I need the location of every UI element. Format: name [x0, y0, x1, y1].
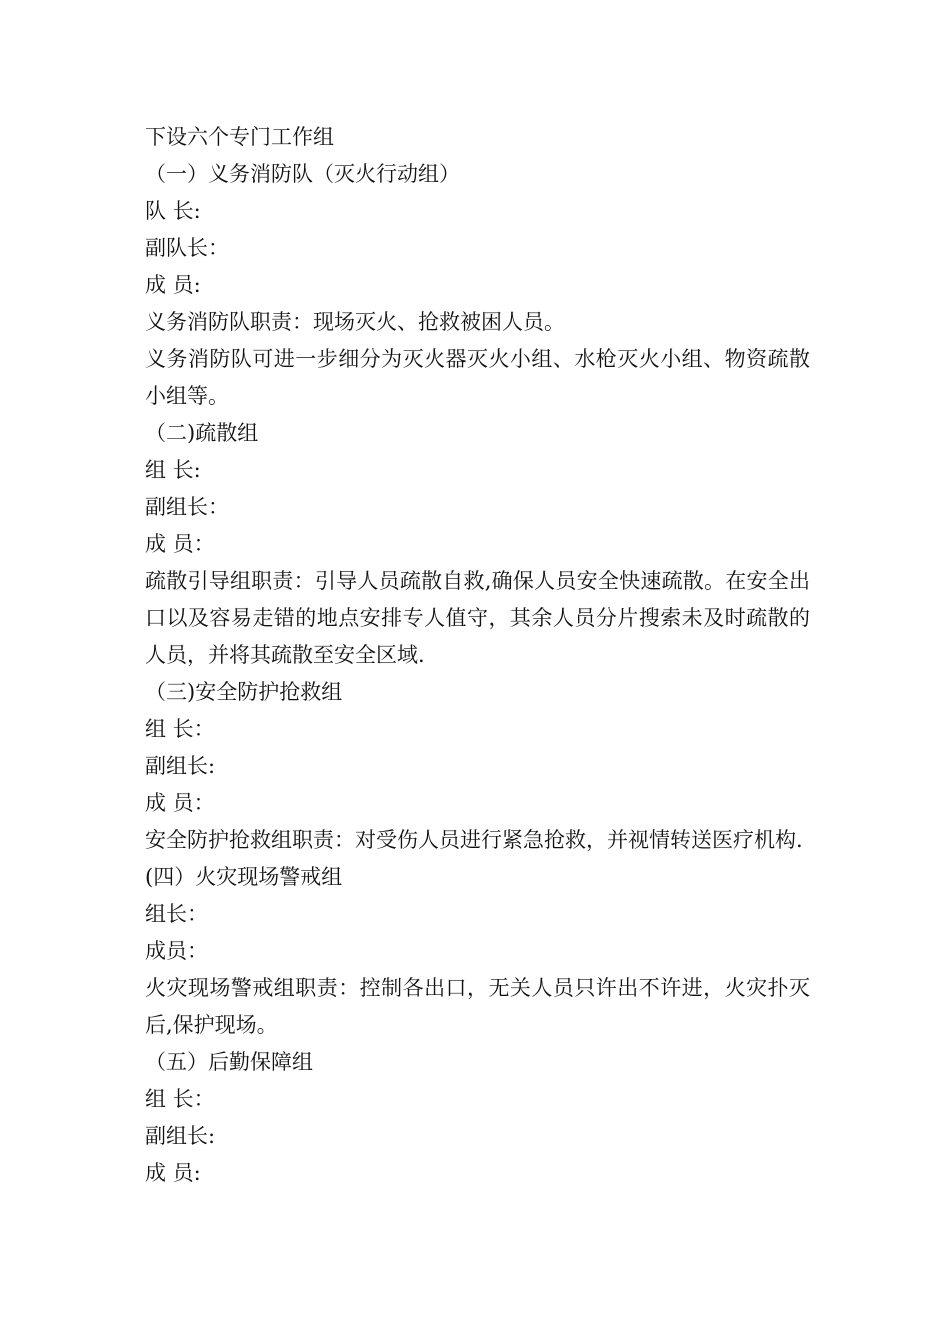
group2-duty: 疏散引导组职责：引导人员疏散自救,确保人员安全快速疏散。在安全出口以及容易走错的地点安排专人值守，其余人员分片搜索未及时疏散的人员，并将其疏散至安全区域.: [145, 569, 810, 667]
group1-duty: 义务消防队职责：现场灭火、抢救被困人员。: [145, 310, 565, 334]
group4-duty: 火灾现场警戒组职责：控制各出口，无关人员只许出不许进，火灾扑灭后,保护现场。: [145, 976, 810, 1037]
group2-heading: （二)疏散组: [145, 421, 259, 445]
group5-deputy: 副组长:: [145, 1124, 216, 1148]
group4-leader: 组长：: [145, 902, 208, 926]
group3-duty: 安全防护抢救组职责：对受伤人员进行紧急抢救，并视情转送医疗机构.: [145, 828, 803, 852]
group1-deputy: 副队长：: [145, 236, 229, 260]
group1-members: 成 员:: [145, 273, 201, 297]
group4-members: 成员：: [145, 939, 208, 963]
intro-text: 下设六个专门工作组: [145, 125, 334, 149]
group1-note: 义务消防队可进一步细分为灭火器灭火小组、水枪灭火小组、物资疏散小组等。: [145, 347, 810, 408]
group2-deputy: 副组长：: [145, 495, 229, 519]
group3-members: 成 员：: [145, 791, 215, 815]
group3-leader: 组 长：: [145, 717, 215, 741]
document-body: [145, 119, 810, 1192]
group2-members: 成 员：: [145, 532, 215, 556]
group3-heading: （三)安全防护抢救组: [145, 680, 343, 704]
group2-leader: 组 长:: [145, 458, 201, 482]
group5-members: 成 员:: [145, 1161, 201, 1185]
group3-deputy: 副组长:: [145, 754, 216, 778]
group1-heading: （一）义务消防队（灭火行动组）: [145, 162, 460, 186]
group5-heading: （五）后勤保障组: [145, 1050, 313, 1074]
group4-heading: (四）火灾现场警戒组: [145, 865, 343, 889]
group1-leader: 队 长:: [145, 199, 201, 223]
group5-leader: 组 长：: [145, 1087, 215, 1111]
